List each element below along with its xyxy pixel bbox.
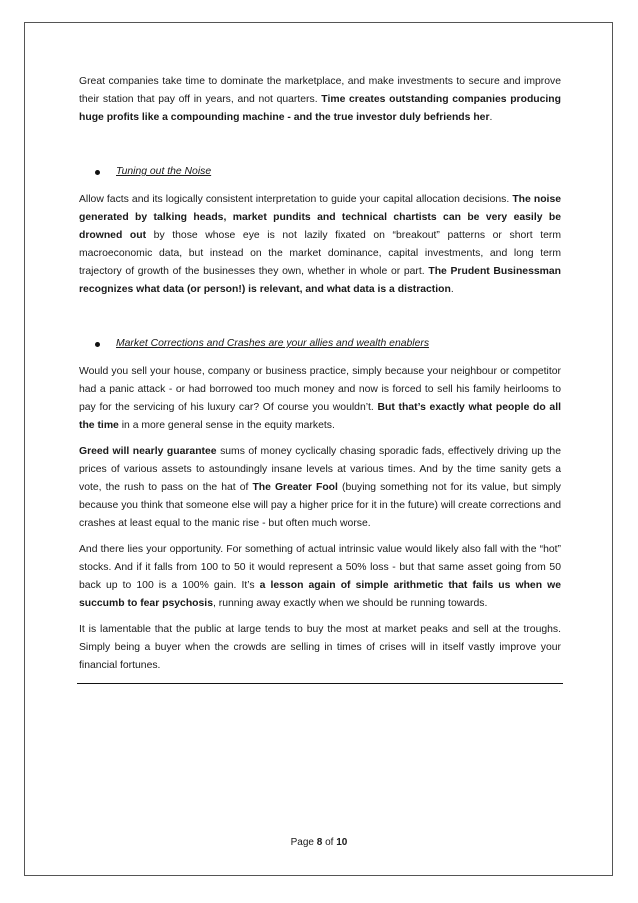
bold-phrase: Greed will nearly guarantee	[79, 446, 217, 457]
paragraph-opportunity	[79, 541, 561, 613]
bold-phrase: Time creates outstanding companies producing huge profits like a compounding machine - and the true investor duly befriends her	[79, 94, 561, 123]
bullet-heading: Market Corrections and Crashes are your allies and wealth enablers	[116, 338, 430, 349]
of-label: of	[322, 837, 337, 848]
paragraph-text: (buying something not for its value, but simply because you think that someone else will pay a higher price for it in the future) will create corrections and crashes at least equal to the manic rise - but often much worse.	[79, 482, 561, 529]
footer-divider	[77, 683, 563, 684]
document-body	[79, 73, 561, 683]
bold-phrase: The noise generated by talking heads, market pundits and technical chartists can be very easily be drowned out	[79, 194, 561, 241]
bullet-heading: Tuning out the Noise	[116, 166, 212, 177]
paragraph-text: Great companies take time to dominate the marketplace, and make investments to secure and improve their station that pay off in years, and not quarters.	[79, 76, 561, 105]
paragraph-text: in a more general sense in the equity markets.	[118, 420, 335, 431]
paragraph-greed	[79, 443, 561, 533]
paragraph-text: Would you sell your house, company or business practice, simply because your neighbour or competitor had a panic attack - or had borrowed too much money and now is forced to sell his family heirlooms to pay for the servicing of his luxury car? Of course you wouldn’t.	[79, 366, 561, 413]
paragraph-text: , running away exactly when we should be running towards.	[212, 598, 488, 609]
bold-phrase: a lesson again of simple arithmetic that fails us when we succumb to fear psychosis	[79, 580, 561, 609]
page-footer	[0, 837, 638, 848]
paragraph-text: And there lies your opportunity. For something of actual intrinsic value would likely also fall with the “hot” stocks. And if it falls from 100 to 50 it would represent a 50% loss - but that same asset going from 50 back up to 100 is a 100% gain. It’s	[79, 544, 561, 591]
bullet-icon	[95, 170, 100, 175]
paragraph-house	[79, 363, 561, 435]
paragraph-lamentable: It is lamentable that the public at large tends to buy the most at market peaks and sell at the troughs. Simply being a buyer when the crowds are selling in times of crises will in itself vastly improve your financial fortunes.	[79, 624, 561, 671]
paragraph-text: Allow facts and its logically consistent interpretation to guide your capital allocation decisions.	[79, 194, 513, 205]
paragraph-text: sums of money cyclically chasing sporadic fads, effectively driving up the prices of various assets to astoundingly insane levels at various times. And by the time sanity gets a vote, the rush to pass on the hat of	[79, 446, 561, 493]
bullet-item-noise	[95, 163, 561, 181]
total-pages: 10	[336, 837, 348, 848]
page-label: Page	[290, 837, 317, 848]
bullet-item-corrections	[95, 335, 561, 353]
paragraph-noise	[79, 191, 561, 299]
paragraph-compounding	[79, 73, 561, 127]
paragraph-text: by those whose eye is not lazily fixated on “breakout” patterns or short term macroeconomic data, but instead on the market dominance, capital investments, and long term trajectory of growth of the businesses they own, whether in whole or part.	[79, 230, 561, 277]
bullet-icon	[95, 342, 100, 347]
paragraph-text: .	[489, 112, 493, 123]
page-number: 8	[316, 837, 323, 848]
bold-phrase: The Prudent Businessman recognizes what data (or person!) is relevant, and what data is a distraction	[79, 266, 561, 295]
paragraph-text: .	[450, 284, 454, 295]
bold-phrase: But that’s exactly what people do all the time	[79, 402, 561, 431]
bold-phrase: The Greater Fool	[252, 482, 338, 493]
